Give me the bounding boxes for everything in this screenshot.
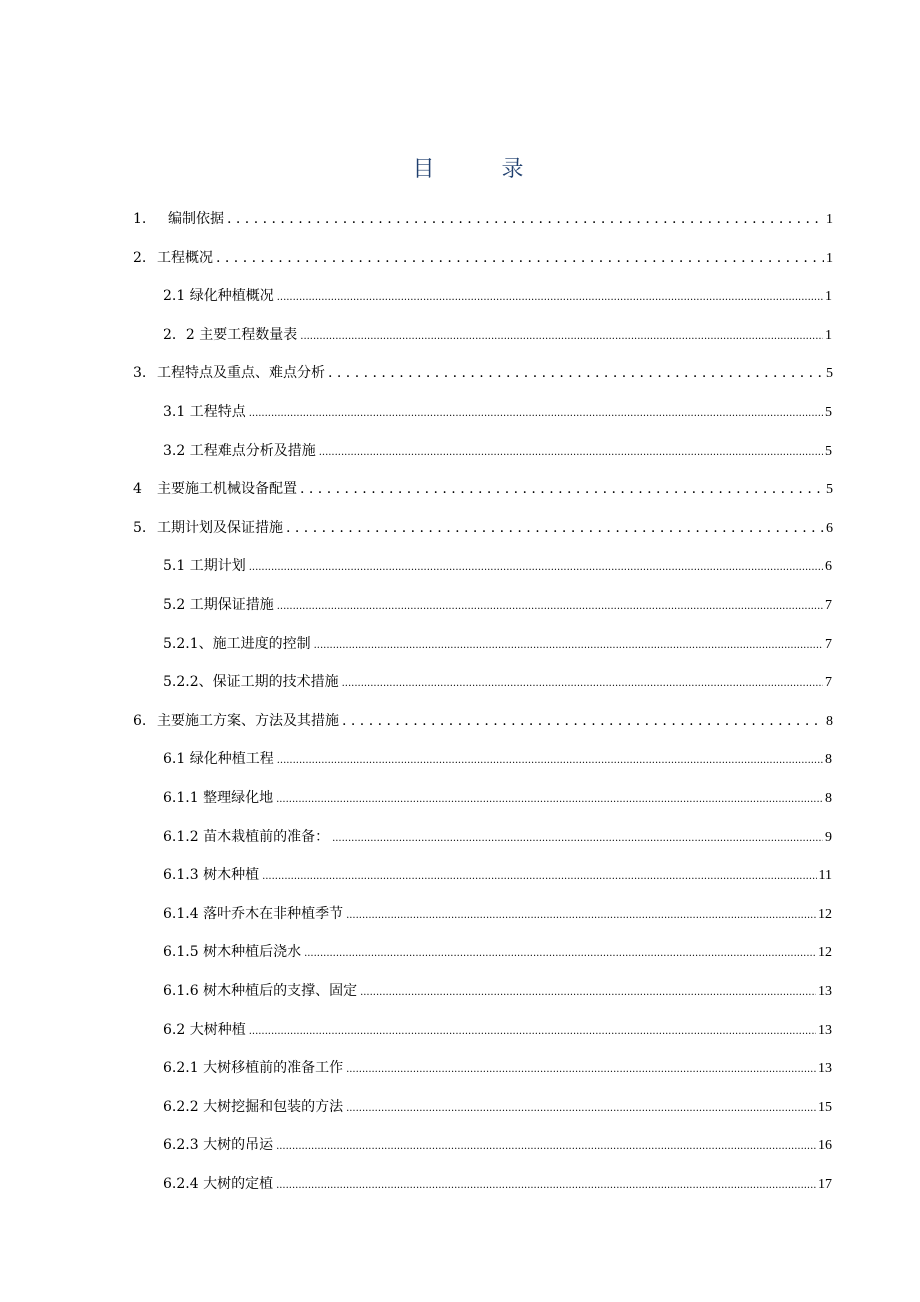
dot-leader bbox=[319, 439, 823, 465]
dot-leader bbox=[360, 979, 816, 1005]
toc-entry-page-number: 16 bbox=[818, 1138, 832, 1153]
toc-entry[interactable] bbox=[163, 863, 832, 887]
dot-leader bbox=[276, 1172, 816, 1198]
dot-leader bbox=[276, 786, 823, 812]
toc-entry-page-number: 5 bbox=[826, 366, 833, 381]
toc-entry-label: 2.1 绿化种植概况 bbox=[163, 288, 274, 304]
toc-entry[interactable] bbox=[133, 207, 833, 231]
toc-entry[interactable] bbox=[163, 400, 832, 424]
toc-entry-label: 6.1.4 落叶乔木在非种植季节 bbox=[163, 906, 344, 922]
toc-entry-page-number: 1 bbox=[826, 212, 833, 227]
toc-entry[interactable] bbox=[163, 825, 832, 849]
toc-entry-label: 6.2.3 大树的吊运 bbox=[163, 1137, 274, 1153]
toc-entry[interactable] bbox=[163, 1018, 832, 1042]
toc-entry[interactable] bbox=[163, 593, 832, 617]
toc-entry[interactable] bbox=[163, 554, 832, 578]
toc-entry-label: 6.1.6 树木种植后的支撑、固定 bbox=[163, 983, 358, 999]
toc-entry[interactable] bbox=[133, 516, 833, 540]
dot-leader bbox=[227, 207, 824, 231]
toc-entry[interactable] bbox=[163, 1172, 832, 1196]
toc-entry-number: 3. bbox=[133, 365, 147, 381]
toc-entry[interactable] bbox=[163, 1133, 832, 1157]
toc-entry-number: 6. bbox=[133, 713, 147, 729]
toc-entry-number: 5. bbox=[133, 520, 147, 536]
toc-entry-label: 工期计划及保证措施 bbox=[157, 520, 283, 536]
toc-entry-label: 主要施工机械设备配置 bbox=[157, 481, 297, 497]
toc-entry-label: 6.1 绿化种植工程 bbox=[163, 751, 274, 767]
dot-leader bbox=[342, 670, 823, 696]
toc-entry-label: 5.2.1、施工进度的控制 bbox=[163, 636, 311, 652]
toc-entry-number: 4 bbox=[133, 481, 142, 497]
dot-leader bbox=[216, 246, 824, 270]
toc-entry-label: 工程特点及重点、难点分析 bbox=[157, 365, 325, 381]
dot-leader bbox=[314, 632, 823, 658]
toc-entry-page-number: 15 bbox=[818, 1100, 832, 1115]
toc-entry-page-number: 7 bbox=[825, 675, 832, 690]
dot-leader bbox=[346, 1095, 816, 1121]
toc-entry-number: 1. bbox=[133, 211, 147, 227]
toc-entry-label: 3.1 工程特点 bbox=[163, 404, 246, 420]
toc-entry-label: 2．2 主要工程数量表 bbox=[163, 327, 298, 343]
toc-entry-page-number: 5 bbox=[825, 444, 832, 459]
toc-entry-label: 编制依据 bbox=[168, 211, 224, 227]
dot-leader bbox=[300, 323, 823, 349]
toc-entry-page-number: 13 bbox=[818, 984, 832, 999]
dot-leader bbox=[332, 825, 823, 851]
dot-leader bbox=[276, 1133, 816, 1159]
toc-entry-label: 6.1.2 苗木栽植前的准备： bbox=[163, 829, 330, 845]
toc-entry-page-number: 1 bbox=[825, 289, 832, 304]
toc-entry-label: 6.2 大树种植 bbox=[163, 1022, 246, 1038]
dot-leader bbox=[249, 400, 823, 426]
toc-entry-label: 6.1.3 树木种植 bbox=[163, 867, 260, 883]
toc-entry-page-number: 7 bbox=[825, 637, 832, 652]
toc-entry[interactable] bbox=[163, 439, 832, 463]
dot-leader bbox=[262, 863, 816, 889]
toc-entry-page-number: 12 bbox=[818, 907, 832, 922]
toc-entry-label: 3.2 工程难点分析及措施 bbox=[163, 443, 316, 459]
dot-leader bbox=[300, 477, 824, 501]
toc-entry-label: 6.2.4 大树的定植 bbox=[163, 1176, 274, 1192]
toc-entry-page-number: 5 bbox=[825, 405, 832, 420]
toc-entry-page-number: 17 bbox=[818, 1177, 832, 1192]
toc-entry-page-number: 5 bbox=[826, 482, 833, 497]
toc-entry-page-number: 9 bbox=[825, 830, 832, 845]
dot-leader bbox=[342, 709, 824, 733]
dot-leader bbox=[304, 940, 816, 966]
dot-leader bbox=[277, 284, 823, 310]
toc-entry[interactable] bbox=[163, 632, 832, 656]
toc-entry-number: 2. bbox=[133, 250, 147, 266]
toc-entry-page-number: 11 bbox=[818, 868, 832, 883]
dot-leader bbox=[346, 902, 816, 928]
toc-entry-page-number: 8 bbox=[825, 752, 832, 767]
toc-entry-label: 6.1.5 树木种植后浇水 bbox=[163, 944, 302, 960]
toc-entry[interactable] bbox=[163, 786, 832, 810]
dot-leader bbox=[277, 593, 823, 619]
dot-leader bbox=[286, 516, 824, 540]
toc-entry-label: 主要施工方案、方法及其措施 bbox=[157, 713, 339, 729]
toc-entry[interactable] bbox=[133, 246, 833, 270]
toc-entry-page-number: 12 bbox=[818, 945, 832, 960]
toc-entry-page-number: 13 bbox=[818, 1023, 832, 1038]
toc-title: 目 录 bbox=[412, 157, 554, 182]
toc-entry[interactable] bbox=[163, 284, 832, 308]
dot-leader bbox=[328, 361, 824, 385]
toc-entry-label: 6.2.1 大树移植前的准备工作 bbox=[163, 1060, 344, 1076]
toc-entry-label: 5.2 工期保证措施 bbox=[163, 597, 274, 613]
toc-entry[interactable] bbox=[133, 361, 833, 385]
toc-entry-label: 6.2.2 大树挖掘和包装的方法 bbox=[163, 1099, 344, 1115]
toc-entry-page-number: 8 bbox=[826, 714, 833, 729]
toc-entry-page-number: 6 bbox=[825, 559, 832, 574]
toc-entry-label: 5.1 工期计划 bbox=[163, 558, 246, 574]
toc-entry-page-number: 1 bbox=[825, 328, 832, 343]
toc-entry-label: 工程概况 bbox=[157, 250, 213, 266]
toc-entry-page-number: 1 bbox=[826, 251, 833, 266]
toc-entry[interactable] bbox=[163, 1095, 832, 1119]
toc-entry-page-number: 13 bbox=[818, 1061, 832, 1076]
toc-entry-label: 5.2.2、保证工期的技术措施 bbox=[163, 674, 339, 690]
toc-entry[interactable] bbox=[163, 670, 832, 694]
toc-entry[interactable] bbox=[163, 747, 832, 771]
toc-entry-page-number: 7 bbox=[825, 598, 832, 613]
toc-entry[interactable] bbox=[163, 323, 832, 347]
toc-entry-page-number: 6 bbox=[826, 521, 833, 536]
toc-entry[interactable] bbox=[163, 902, 832, 926]
toc-entry[interactable] bbox=[163, 1056, 832, 1080]
dot-leader bbox=[249, 1018, 816, 1044]
dot-leader bbox=[346, 1056, 816, 1082]
dot-leader bbox=[249, 554, 823, 580]
toc-entry[interactable] bbox=[163, 979, 832, 1003]
toc-entry-page-number: 8 bbox=[825, 791, 832, 806]
toc-entry[interactable] bbox=[133, 709, 833, 733]
toc-entry[interactable] bbox=[163, 940, 832, 964]
toc-entry-label: 6.1.1 整理绿化地 bbox=[163, 790, 274, 806]
dot-leader bbox=[277, 747, 823, 773]
toc-entry[interactable] bbox=[133, 477, 833, 501]
